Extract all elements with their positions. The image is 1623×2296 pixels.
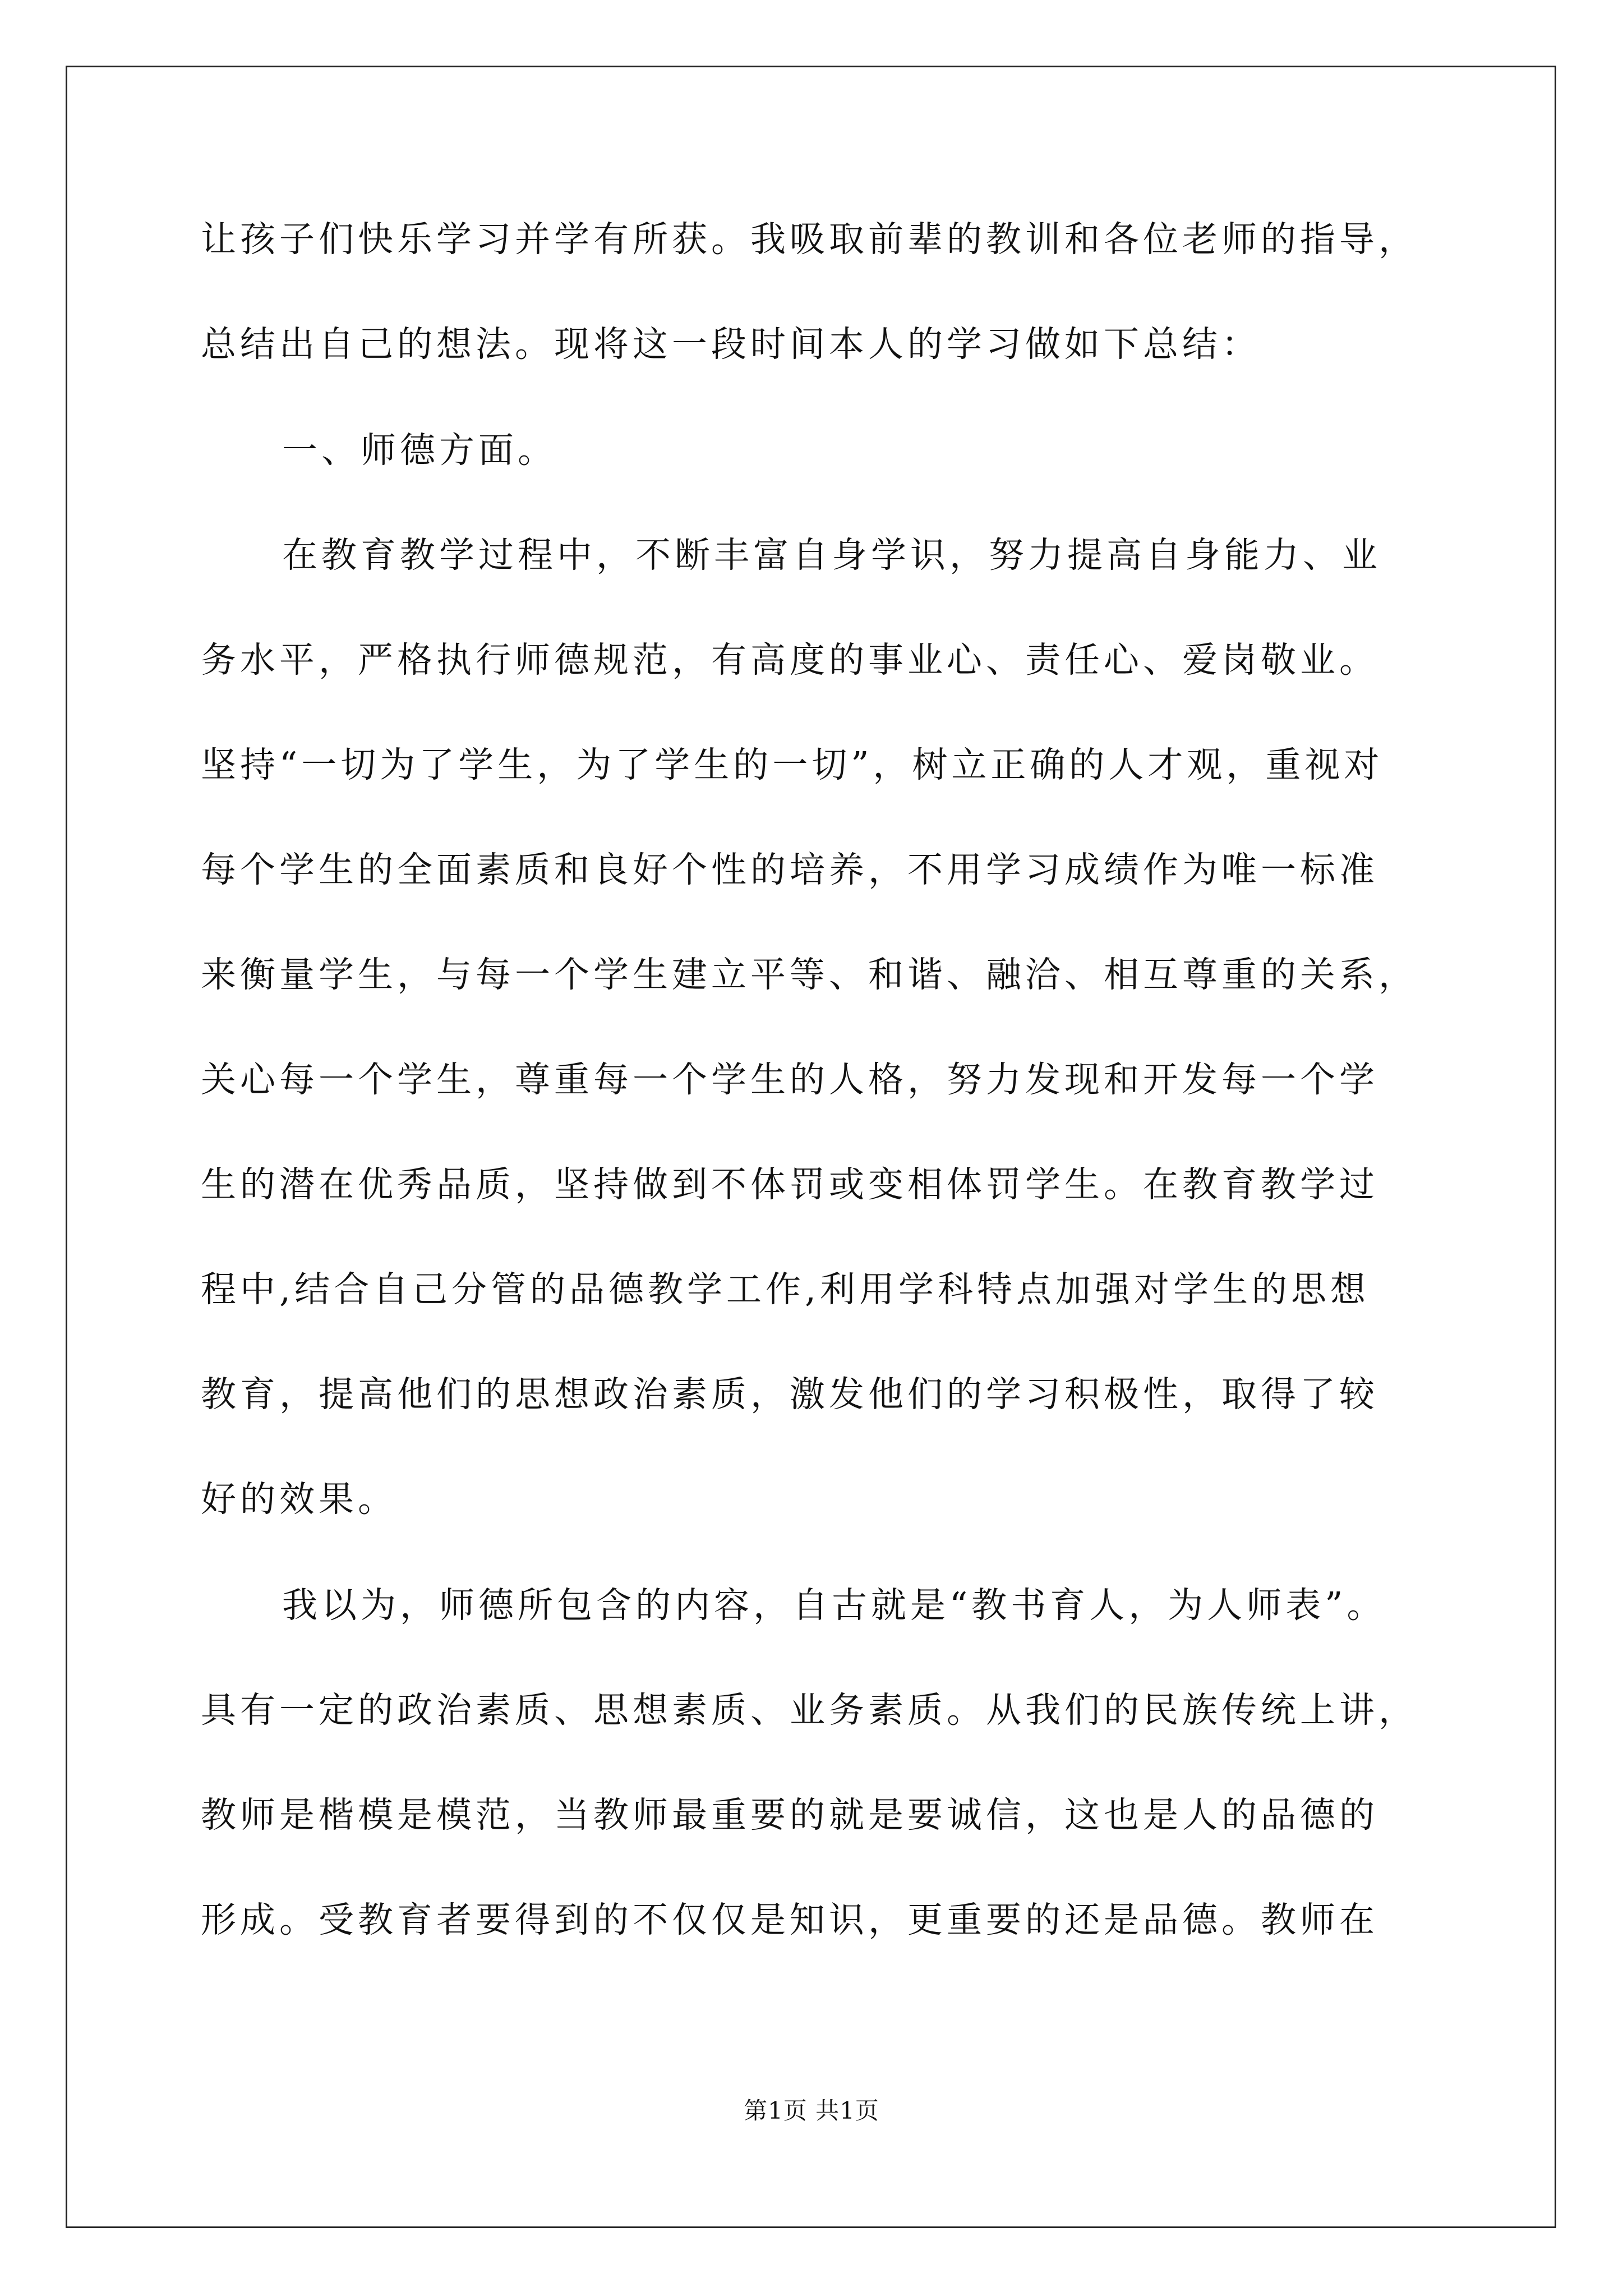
section-heading: 一、师德方面。	[282, 430, 557, 471]
text-line: 务水平，严格执行师德规范，有高度的事业心、责任心、爱岗敬业。	[201, 639, 1378, 680]
text-line: 总结出自己的想法。现将这一段时间本人的学习做如下总结：	[201, 324, 1261, 365]
text-line: 关心每一个学生，尊重每一个学生的人格，努力发现和开发每一个学	[201, 1059, 1378, 1100]
text-line: 程中,结合自己分管的品德教学工作,利用学科特点加强对学生的思想	[201, 1269, 1370, 1310]
text-line: 生的潜在优秀品质，坚持做到不体罚或变相体罚学生。在教育教学过	[201, 1164, 1378, 1205]
text-line: 好的效果。	[201, 1479, 397, 1520]
page-footer: 第1页 共1页	[744, 2097, 879, 2124]
text-line: 让孩子们快乐学习并学有所获。我吸取前辈的教训和各位老师的指导，	[201, 219, 1418, 260]
text-line: 来衡量学生，与每一个学生建立平等、和谐、融洽、相互尊重的关系，	[201, 954, 1418, 995]
text-line: 每个学生的全面素质和良好个性的培养，不用学习成绩作为唯一标准	[201, 849, 1378, 890]
text-line: 在教育教学过程中，不断丰富自身学识，努力提高自身能力、业	[282, 535, 1381, 576]
text-line: 教师是楷模是模范，当教师最重要的就是要诚信，这也是人的品德的	[201, 1795, 1378, 1835]
text-line: 具有一定的政治素质、思想素质、业务素质。从我们的民族传统上讲，	[201, 1690, 1418, 1731]
text-line: 教育，提高他们的思想政治素质，激发他们的学习积极性，取得了较	[201, 1374, 1378, 1415]
text-line: 坚持“一切为了学生，为了学生的一切”，树立正确的人才观，重视对	[201, 744, 1384, 785]
text-line: 我以为，师德所包含的内容，自古就是“教书育人，为人师表”。	[282, 1585, 1386, 1626]
text-line: 形成。受教育者要得到的不仅仅是知识，更重要的还是品德。教师在	[201, 1899, 1378, 1940]
